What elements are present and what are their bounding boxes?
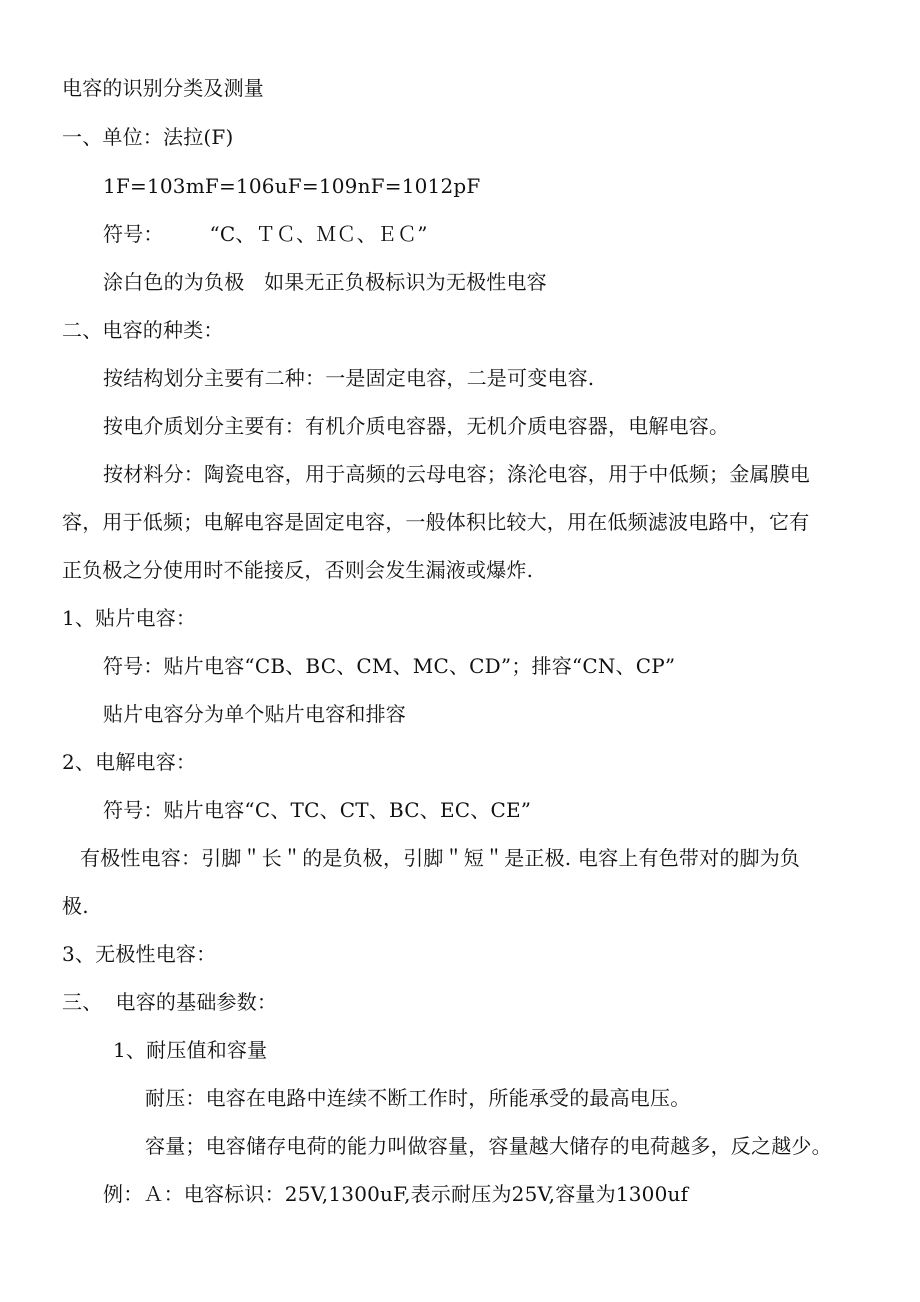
smd-capacitor-note: 贴片电容分为单个贴片电容和排容 <box>103 702 406 726</box>
document-title: 电容的识别分类及测量 <box>62 76 264 100</box>
section-unit-heading: 一、单位：法拉(F) <box>62 125 234 149</box>
type-by-structure: 按结构划分主要有二种：一是固定电容，二是可变电容. <box>103 366 595 390</box>
smd-capacitor-symbol: 符号：贴片电容“CB、BC、CM、MC、CD”；排容“CN、CP” <box>103 654 676 678</box>
polar-capacitor-line-1: 有极性电容：引脚＂长＂的是负极，引脚＂短＂是正极. 电容上有色带对的脚为负 <box>80 846 801 870</box>
non-polar-capacitor-heading: 3、无极性电容： <box>62 942 217 966</box>
unit-conversion-text: 1F=103mF=106uF=109nF=1012pF <box>103 174 481 198</box>
electrolytic-capacitor-symbol: 符号：贴片电容“C、TC、CT、BC、EC、CE” <box>103 798 532 822</box>
smd-capacitor-heading: 1、贴片电容： <box>62 606 197 630</box>
section-types-heading: 二、电容的种类： <box>62 318 224 342</box>
polar-capacitor-line-2: 极. <box>62 894 89 918</box>
type-by-material-line-2: 容，用于低频；电解电容是固定电容，一般体积比较大，用在低频滤波电路中，它有 <box>62 510 810 534</box>
type-by-dielectric: 按电介质划分主要有：有机介质电容器，无机介质电容器，电解电容。 <box>103 414 730 438</box>
capacity-definition: 容量；电容储存电荷的能力叫做容量，容量越大储存的电荷越多，反之越少。 <box>145 1134 832 1158</box>
example-text: 例：Ａ：电容标识：25V,1300uF,表示耐压为25V,容量为1300uf <box>103 1182 689 1206</box>
electrolytic-capacitor-heading: 2、电解电容： <box>62 750 197 774</box>
type-by-material-line-3: 正负极之分使用时不能接反，否则会发生漏液或爆炸. <box>62 558 534 582</box>
polarity-note: 涂白色的为负极 如果无正负极标识为无极性电容 <box>103 270 547 294</box>
voltage-capacity-subheading: 1、耐压值和容量 <box>113 1038 268 1062</box>
section-basic-parameters-heading: 三、 电容的基础参数： <box>62 990 278 1014</box>
voltage-definition: 耐压：电容在电路中连续不断工作时，所能承受的最高电压。 <box>145 1086 691 1110</box>
symbol-text: 符号： “C、ＴＣ、ＭＣ、ＥＣ” <box>103 222 428 246</box>
type-by-material-line-1: 按材料分：陶瓷电容，用于高频的云母电容；涤沦电容，用于中低频；金属膜电 <box>103 462 810 486</box>
